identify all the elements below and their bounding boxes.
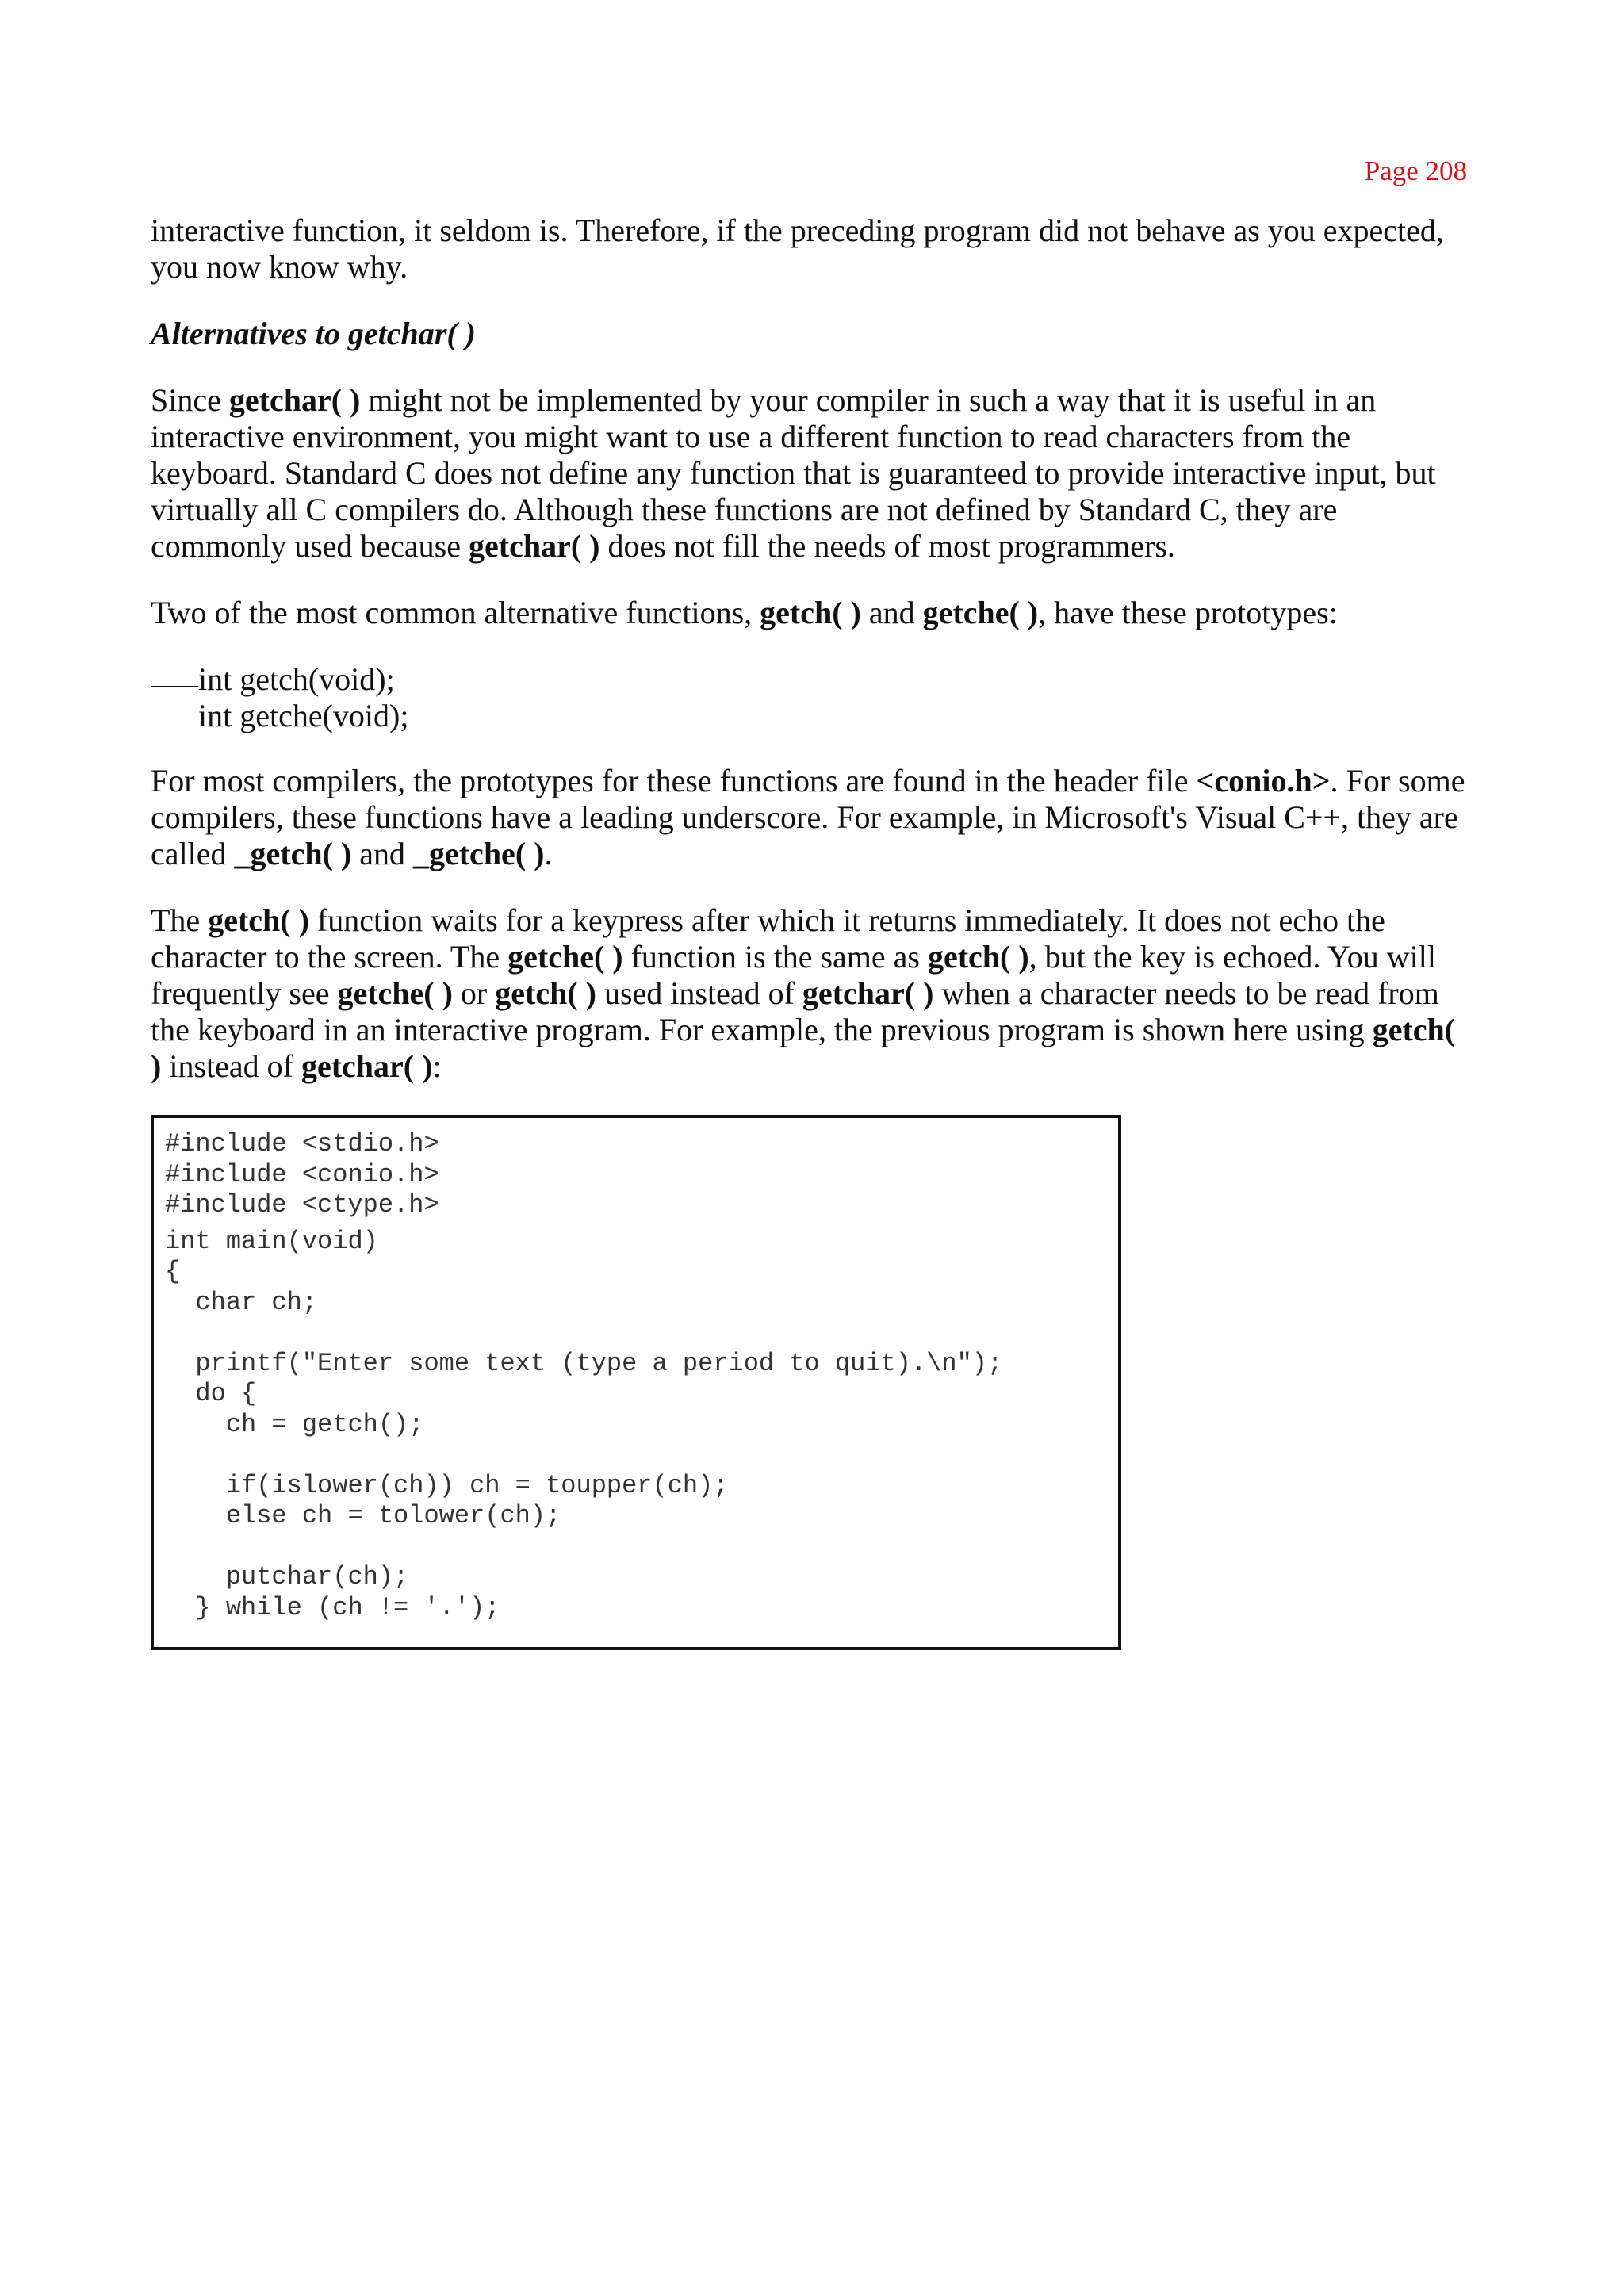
code-term: getch( ) — [760, 595, 861, 630]
text-run: when a character needs to be read from the keyboard in an interactive program. For example, the previous program is shown here using — [151, 975, 1439, 1047]
code-term: getche( ) — [922, 595, 1039, 630]
section-heading: Alternatives to getchar( ) — [151, 316, 476, 351]
prototype-dash — [151, 686, 198, 687]
page-number: Page 208 — [1364, 155, 1467, 186]
code-line: #include <ctype.h> — [165, 1190, 439, 1220]
code-term: _getch( ) — [234, 836, 352, 871]
code-line: { — [165, 1257, 181, 1286]
paragraph-intro: interactive function, it seldom is. Therefore, if the preceding program did not behave as you expected, you now know why. — [151, 213, 1444, 285]
text-run: might not be implemented by your compiler in such a way that it is useful in an interactive environment, you might want to use a different function to read characters from the keyboard. Standard C does not define any function that is guaranteed to provide interactive input, but virtually all C compilers do. Although these functions are not defined by Standard C, they are commonly used because — [151, 382, 1436, 564]
code-line — [165, 1440, 1107, 1471]
code-term: getchar( ) — [802, 975, 934, 1011]
code-term: getch( ) — [208, 902, 309, 938]
code-term: getch( ) — [151, 1012, 1456, 1084]
text-run: . — [544, 836, 553, 871]
code-line: do { — [165, 1379, 257, 1408]
code-line: int main(void) — [165, 1226, 378, 1256]
code-term: <conio.h> — [1196, 763, 1331, 798]
code-line: putchar(ch); — [165, 1562, 409, 1591]
code-line: } while (ch != '.'); — [165, 1592, 500, 1622]
text-run: or — [452, 975, 496, 1011]
code-term: getchar( ) — [469, 528, 600, 564]
text-run: Since — [151, 382, 229, 418]
text-run: used instead of — [596, 975, 802, 1011]
code-term: getche( ) — [337, 975, 453, 1011]
code-term: getch( ) — [495, 975, 596, 1011]
text-run: . For some compilers, these functions have a leading underscore. For example, in Microsoft's Visual C++, they are called — [151, 763, 1465, 871]
text-run: and — [351, 836, 413, 871]
code-line: if(islower(ch)) ch = toupper(ch); — [165, 1470, 729, 1500]
code-line — [165, 1318, 1107, 1349]
paragraph-common-alternatives — [151, 595, 1473, 631]
code-term: getch( ) — [927, 939, 1029, 975]
code-line: #include <conio.h> — [165, 1159, 439, 1189]
code-line: printf("Enter some text (type a period to quit).\n"); — [165, 1348, 1003, 1378]
page-body — [151, 213, 1473, 1650]
text-run: function is the same as — [622, 939, 928, 975]
text-run: : — [432, 1048, 442, 1084]
text-run: function waits for a keypress after which it returns immediately. It does not echo the character to the screen. The — [151, 902, 1385, 975]
code-blank-line — [165, 1221, 1107, 1227]
text-run: Two of the most common alternative functions, — [151, 595, 760, 630]
code-term: getchar( ) — [228, 382, 361, 418]
code-term: getchar( ) — [301, 1048, 433, 1084]
prototype-block — [151, 661, 1473, 734]
prototype-line: int getche(void); — [198, 698, 409, 733]
text-run: instead of — [161, 1048, 301, 1084]
paragraph-getchar-alternatives — [151, 382, 1473, 565]
text-run: The — [151, 902, 209, 938]
code-term: _getche( ) — [412, 836, 545, 871]
text-run: For most compilers, the prototypes for these functions are found in the header file — [151, 763, 1197, 798]
text-run: does not fill the needs of most programmers. — [599, 528, 1175, 564]
code-line: #include <stdio.h> — [165, 1129, 439, 1158]
code-line — [165, 1532, 1107, 1563]
text-run: , but the key is echoed. You will frequently see — [151, 939, 1436, 1011]
code-line: else ch = tolower(ch); — [165, 1501, 561, 1530]
code-term: getche( ) — [508, 939, 623, 975]
paragraph-getch-description — [151, 902, 1473, 1085]
text-run: and — [860, 595, 923, 630]
prototype-line: int getch(void); — [198, 661, 395, 697]
code-line: char ch; — [165, 1287, 318, 1317]
code-listing — [151, 1115, 1121, 1650]
paragraph-conio-header — [151, 763, 1473, 872]
code-line: ch = getch(); — [165, 1409, 424, 1439]
text-run: , have these prototypes: — [1038, 595, 1338, 630]
